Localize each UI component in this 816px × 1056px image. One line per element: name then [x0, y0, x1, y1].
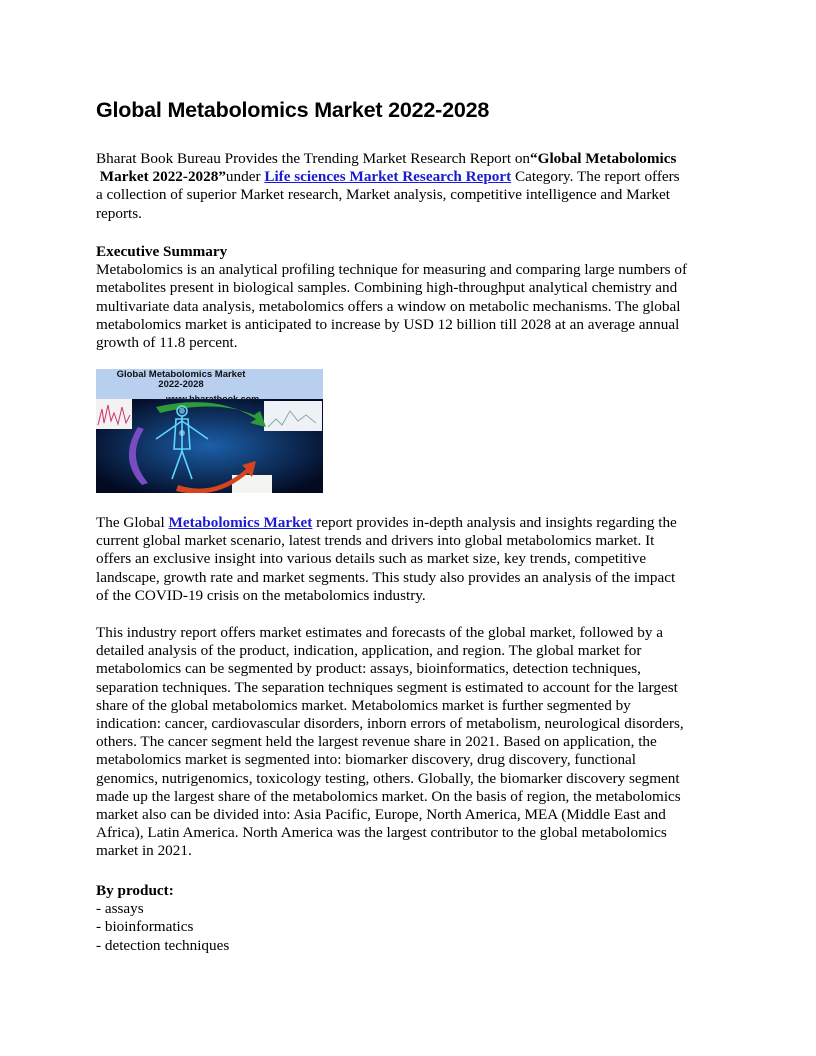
intro-text-1: Bharat Book Bureau Provides the Trending Market Research Report on [96, 150, 531, 167]
intro-text-2: under [225, 168, 265, 186]
by-product-heading: By product: [96, 882, 174, 899]
list-item: - detection techniques [96, 936, 230, 954]
overview-text-1: The Global [96, 514, 169, 531]
figure-title-line-1: Global Metabolomics Market [116, 369, 246, 380]
segment-line-6: indication: cancer, cardiovascular disorders, inborn errors of metabolism, neurological disorders, [96, 715, 684, 733]
segment-line-2: detailed analysis of the product, indication, application, and region. The global market for [96, 642, 642, 660]
segment-line-9: genomics, nutrigenomics, toxicology testing, others. Globally, the biomarker discovery segment [96, 769, 680, 787]
segment-line-1: This industry report offers market estimates and forecasts of the global market, followed by a [96, 624, 663, 641]
figure-title [96, 370, 266, 390]
segment-line-4: separation techniques. The separation techniques segment is estimated to account for the largest [96, 678, 678, 696]
overview-line-2: current global market scenario, latest trends and drivers into global metabolomics market. It [96, 532, 655, 550]
segment-line-8: metabolomics market is segmented into: biomarker discovery, drug discovery, functional [96, 751, 636, 769]
intro-bold-2: Market 2022-2028” [99, 168, 226, 186]
segment-line-7: others. The cancer segment held the largest revenue share in 2021. Based on application, the [96, 733, 657, 751]
segment-line-10: made up the largest share of the metabolomics market. On the basis of region, the metabolomics [96, 787, 681, 805]
intro-text-3: Category. The report offers [511, 168, 680, 186]
exec-line-2: metabolites present in biological samples. Combining high-throughput analytical chemistry and [96, 279, 678, 297]
report-cover-image [96, 369, 323, 493]
executive-summary [96, 243, 726, 352]
executive-summary-heading: Executive Summary [96, 243, 228, 260]
segment-line-3: metabolomics can be segmented by product: assays, bioinformatics, detection techniques, [96, 660, 641, 678]
data-panel-right [264, 401, 322, 431]
segmentation-paragraph [96, 624, 726, 861]
overview-line-5: of the COVID-19 crisis on the metabolomics industry. [96, 586, 426, 604]
by-product-section [96, 882, 726, 955]
intro-line-4: reports. [96, 204, 142, 222]
figure-title-line-2: 2022-2028 [158, 379, 204, 390]
intro-bold-1: “Global Metabolomics [530, 150, 677, 167]
segment-line-12: Africa), Latin America. North America was the largest contributor to the global metabolomics [96, 824, 667, 842]
exec-line-4: metabolomics market is anticipated to increase by USD 12 billion till 2028 at an average annual [96, 315, 680, 333]
life-sciences-report-link[interactable]: Life sciences Market Research Report [264, 168, 512, 186]
overview-text-2: report provides in-depth analysis and insights regarding the [312, 514, 677, 531]
list-item: - assays [96, 900, 144, 918]
segment-line-11: market also can be divided into: Asia Pacific, Europe, North America, MEA (Middle East and [96, 806, 666, 824]
exec-line-1: Metabolomics is an analytical profiling technique for measuring and comparing large numbers of [96, 261, 688, 279]
exec-line-3: multivariate data analysis, metabolomics offers a window on metabolic mechanisms. The global [96, 297, 681, 315]
list-item: - bioinformatics [96, 918, 194, 936]
intro-line-3: a collection of superior Market research, Market analysis, competitive intelligence and Market [96, 186, 670, 204]
intro-paragraph [96, 150, 726, 223]
product-list [96, 900, 726, 955]
exec-line-5: growth of 11.8 percent. [96, 334, 238, 352]
segment-line-5: share of the global metabolomics market. Metabolomics market is further segmented by [96, 696, 631, 714]
segment-line-13: market in 2021. [96, 842, 192, 860]
overview-line-3: offers an exclusive insight into various details such as market size, key trends, competitive [96, 550, 647, 568]
metabolomics-market-link[interactable]: Metabolomics Market [168, 514, 313, 531]
overview-paragraph [96, 514, 726, 605]
overview-line-4: landscape, growth rate and market segments. This study also provides an analysis of the impact [96, 568, 676, 586]
metabolomics-illustration [96, 399, 323, 493]
page-title: Global Metabolomics Market 2022-2028 [96, 98, 490, 122]
